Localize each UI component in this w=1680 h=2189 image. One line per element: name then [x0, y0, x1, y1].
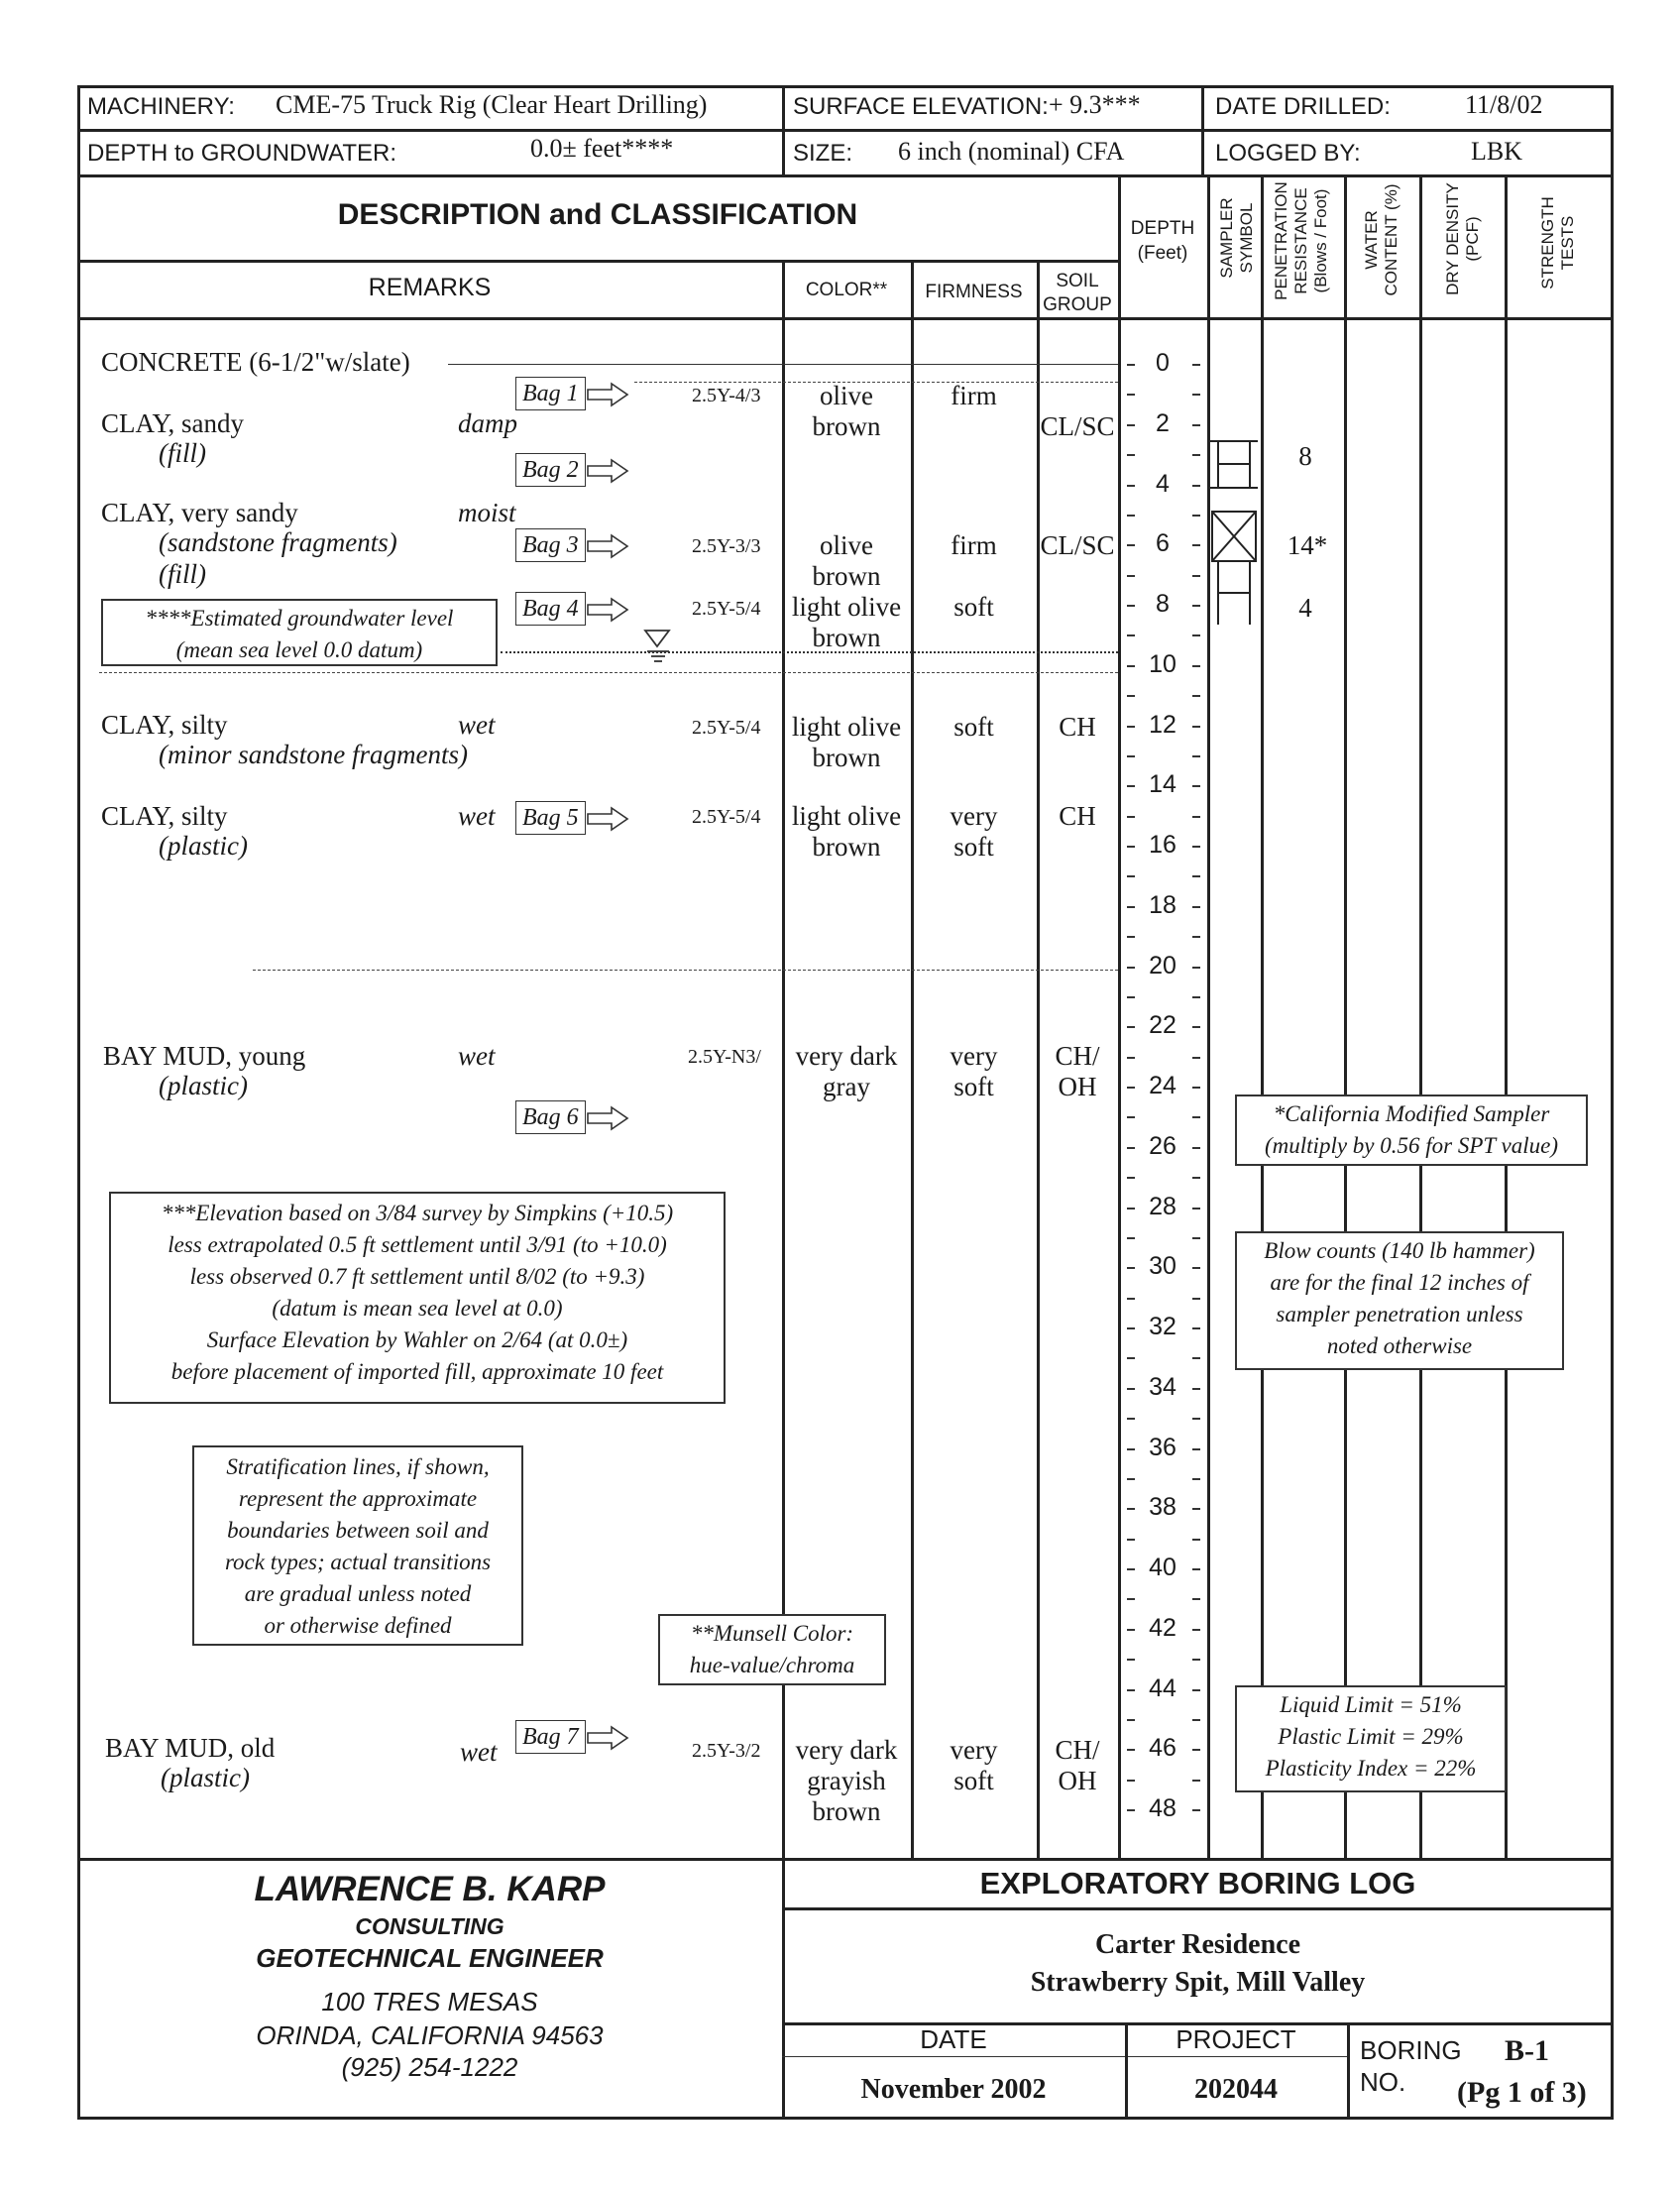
layer-5-firmness: very soft	[950, 1041, 998, 1101]
layer-6-munsell: 2.5Y-3/2	[692, 1740, 761, 1762]
depth-minor-tick	[1127, 1057, 1135, 1059]
depth-tick-mark	[1127, 1087, 1135, 1089]
depth-minor-tick	[1192, 515, 1200, 517]
depth-tick-label: 12	[1149, 710, 1176, 739]
layer-3-color: light olive brown	[791, 712, 902, 772]
bag-arrow-icon	[586, 456, 631, 486]
layer-3-firmness: soft	[953, 712, 994, 742]
depth-tick-label: 14	[1149, 770, 1176, 799]
layer-5-moisture: wet	[458, 1041, 496, 1071]
depth-minor-tick	[1192, 454, 1200, 456]
depth-tick-mark	[1192, 1327, 1200, 1329]
depth-tick-mark	[1192, 785, 1200, 787]
depth-tick-label: 18	[1149, 890, 1176, 919]
depth-tick-mark	[1192, 605, 1200, 607]
bag-sample-tag	[515, 1100, 631, 1134]
layer-4-name: CLAY, silty	[101, 801, 228, 831]
bag-sample-tag	[515, 453, 631, 487]
depth-minor-tick	[1127, 1539, 1135, 1541]
depth-minor-tick	[1127, 816, 1135, 818]
note-line: represent the approximate	[238, 1486, 478, 1511]
water-content-header: WATER CONTENT (%)	[1362, 183, 1400, 296]
size-value: 6 inch (nominal) CFA	[898, 137, 1125, 166]
depth-minor-tick	[1127, 1478, 1135, 1480]
depth-tick-mark	[1127, 1508, 1135, 1510]
bag-sample-label: Bag 3	[515, 528, 586, 562]
depth-minor-tick	[1192, 875, 1200, 877]
layer-3-munsell: 2.5Y-5/4	[692, 717, 761, 739]
depth-tick-mark	[1127, 726, 1135, 728]
footer-project-div	[1347, 2022, 1350, 2120]
depth-minor-tick	[1127, 1298, 1135, 1300]
col-sampler-right	[1261, 174, 1264, 1858]
layer-concrete: CONCRETE (6-1/2"w/slate)	[101, 347, 410, 377]
header-vdiv-1	[782, 85, 785, 174]
blow-count-note	[1235, 1231, 1564, 1370]
date-drilled-label: DATE DRILLED:	[1215, 93, 1391, 120]
depth-minor-tick	[1127, 755, 1135, 757]
depth-minor-tick	[1127, 1418, 1135, 1420]
groundwater-label: DEPTH to GROUNDWATER:	[87, 140, 397, 167]
depth-tick-label: 6	[1156, 529, 1170, 558]
depth-tick-mark	[1127, 424, 1135, 426]
stratification-note	[192, 1445, 523, 1646]
depth-tick-mark	[1192, 906, 1200, 908]
depth-tick-label: 26	[1149, 1131, 1176, 1160]
depth-tick-label: 30	[1149, 1252, 1176, 1281]
depth-tick-label: 10	[1149, 649, 1176, 678]
depth-tick-mark	[1127, 364, 1135, 366]
depth-tick-label: 34	[1149, 1372, 1176, 1401]
note-line: (datum is mean sea level at 0.0)	[272, 1296, 563, 1321]
depth-minor-tick	[1192, 1780, 1200, 1782]
remarks-header: REMARKS	[368, 274, 492, 301]
bag-arrow-icon	[586, 380, 631, 409]
soil-group-header: SOIL GROUP	[1043, 271, 1112, 315]
layer-1-group: CL/SC	[1040, 411, 1115, 441]
depth-minor-tick	[1127, 1357, 1135, 1359]
depth-minor-tick	[1192, 634, 1200, 636]
depth-minor-tick	[1127, 575, 1135, 577]
layer-2-group: CL/SC	[1040, 530, 1115, 560]
log-title: EXPLORATORY BORING LOG	[979, 1866, 1416, 1901]
depth-tick-label: 20	[1149, 951, 1176, 979]
project-location: Strawberry Spit, Mill Valley	[1030, 1967, 1366, 1998]
depth-minor-tick	[1192, 1116, 1200, 1118]
layer-2-firmness-b: soft	[953, 592, 994, 622]
depth-minor-tick	[1127, 1719, 1135, 1721]
header-vdiv-2	[1201, 85, 1204, 174]
depth-minor-tick	[1192, 575, 1200, 577]
depth-tick-mark	[1192, 665, 1200, 667]
note-line: less observed 0.7 ft settlement until 8/02 (to +9.3)	[189, 1264, 645, 1289]
color-header: COLOR**	[805, 280, 888, 300]
surface-elevation-value: + 9.3***	[1049, 90, 1141, 119]
note-line: sampler penetration unless	[1276, 1302, 1523, 1326]
note-line: noted otherwise	[1326, 1333, 1473, 1358]
depth-tick-mark	[1192, 846, 1200, 848]
note-line: or otherwise defined	[264, 1613, 452, 1638]
note-line: are for the final 12 inches of	[1270, 1270, 1529, 1295]
depth-tick-mark	[1192, 1208, 1200, 1210]
layer-1-sub: (fill)	[159, 438, 206, 468]
depth-minor-tick	[1192, 1418, 1200, 1420]
depth-minor-tick	[1127, 936, 1135, 938]
depth-minor-tick	[1192, 1719, 1200, 1721]
layer-3-group: CH	[1059, 712, 1096, 742]
layer-3-name: CLAY, silty	[101, 710, 228, 740]
atterberg-limits-note	[1235, 1685, 1507, 1792]
depth-minor-tick	[1127, 695, 1135, 697]
firm-consulting: CONSULTING	[355, 1913, 504, 1939]
layer-1-munsell: 2.5Y-4/3	[692, 385, 761, 406]
depth-minor-tick	[1127, 1116, 1135, 1118]
depth-tick-mark	[1127, 1026, 1135, 1028]
strength-tests-header: STRENGTH TESTS	[1538, 196, 1577, 289]
project-value: 202044	[1194, 2074, 1278, 2105]
footer-top	[77, 1858, 1614, 1861]
date-value: November 2002	[860, 2074, 1047, 2105]
concrete-leader-line	[448, 364, 1118, 365]
depth-tick-mark	[1127, 1749, 1135, 1751]
note-line: Blow counts (140 lb hammer)	[1264, 1238, 1535, 1263]
layer-4-firmness: very soft	[950, 801, 998, 862]
depth-tick-mark	[1192, 1749, 1200, 1751]
penetration-header: PENETRATION RESISTANCE (Blows / Foot)	[1272, 181, 1330, 300]
layer-6-firmness: very soft	[950, 1735, 998, 1795]
project-name: Carter Residence	[1094, 1929, 1301, 1960]
firmness-header: FIRMNESS	[925, 282, 1023, 302]
depth-tick-mark	[1127, 1147, 1135, 1149]
firm-engineer: GEOTECHNICAL ENGINEER	[256, 1943, 604, 1973]
depth-tick-mark	[1192, 1147, 1200, 1149]
depth-tick-mark	[1127, 605, 1135, 607]
depth-tick-label: 0	[1156, 349, 1170, 377]
depth-tick-mark	[1192, 1508, 1200, 1510]
firm-phone: (925) 254-1222	[341, 2052, 518, 2082]
layer-2-color: olive brown	[812, 530, 881, 591]
bag-arrow-icon	[586, 595, 631, 625]
note-line: Liquid Limit = 51%	[1280, 1692, 1462, 1717]
bag-sample-tag	[515, 528, 631, 562]
layer-2-munsell-b: 2.5Y-5/4	[692, 598, 761, 620]
bag-sample-label: Bag 5	[515, 801, 586, 835]
bag-sample-tag	[515, 592, 631, 626]
depth-tick-mark	[1127, 785, 1135, 787]
bag-sample-label: Bag 7	[515, 1720, 586, 1754]
depth-minor-tick	[1127, 1780, 1135, 1782]
note-line: ***Elevation based on 3/84 survey by Simpkins (+10.5)	[161, 1201, 674, 1225]
depth-tick-mark	[1192, 1026, 1200, 1028]
depth-minor-tick	[1127, 1177, 1135, 1179]
note-line: boundaries between soil and	[227, 1518, 489, 1543]
bag-sample-tag	[515, 377, 631, 410]
layer-4-group: CH	[1059, 801, 1096, 831]
depth-tick-label: 4	[1156, 469, 1170, 498]
layer-2-firmness: firm	[951, 530, 997, 560]
depth-header: DEPTH (Feet)	[1130, 218, 1195, 264]
layer-1-moisture: damp	[458, 408, 517, 438]
depth-tick-mark	[1127, 1448, 1135, 1450]
layer-4-sub: (plastic)	[159, 831, 248, 861]
depth-minor-tick	[1192, 755, 1200, 757]
depth-minor-tick	[1192, 394, 1200, 396]
layer-6-sub: (plastic)	[161, 1763, 250, 1792]
depth-tick-mark	[1192, 364, 1200, 366]
depth-minor-tick	[1127, 1237, 1135, 1239]
bag-arrow-icon	[586, 804, 631, 834]
depth-tick-mark	[1127, 665, 1135, 667]
depth-tick-mark	[1127, 967, 1135, 969]
depth-tick-label: 36	[1149, 1433, 1176, 1461]
bag-sample-tag	[515, 801, 631, 835]
depth-minor-tick	[1192, 1539, 1200, 1541]
note-line: are gradual unless noted	[244, 1581, 472, 1606]
desc-title-divider	[77, 260, 1118, 263]
depth-tick-mark	[1192, 424, 1200, 426]
blow-count-2: 14*	[1287, 530, 1328, 560]
depth-tick-label: 24	[1149, 1072, 1176, 1099]
layer-5-sub: (plastic)	[159, 1071, 248, 1100]
depth-tick-mark	[1192, 1388, 1200, 1390]
size-label: SIZE:	[793, 140, 853, 167]
note-line: Stratification lines, if shown,	[226, 1454, 490, 1479]
layer-2-color-b: light olive brown	[791, 592, 902, 652]
depth-tick-mark	[1127, 1809, 1135, 1811]
depth-minor-tick	[1192, 695, 1200, 697]
logged-by-value: LBK	[1471, 137, 1522, 166]
machinery-label: MACHINERY:	[87, 93, 235, 120]
sampler-symbol-spt	[1210, 441, 1258, 488]
bag-arrow-icon	[586, 1103, 631, 1133]
california-sampler-note: *California Modified Sampler (multiply by 0.56 for SPT value)	[1235, 1094, 1588, 1166]
layer-1-firmness: firm	[951, 381, 997, 410]
footer-title-line	[782, 1907, 1614, 1910]
depth-minor-tick	[1127, 394, 1135, 396]
depth-tick-mark	[1192, 1448, 1200, 1450]
layer-1-color: olive brown	[812, 381, 881, 441]
depth-tick-mark	[1192, 1087, 1200, 1089]
groundwater-symbol-icon	[639, 629, 679, 668]
surface-elevation-label: SURFACE ELEVATION:	[793, 93, 1049, 120]
depth-tick-label: 42	[1149, 1613, 1176, 1642]
depth-tick-mark	[1127, 1208, 1135, 1210]
depth-tick-label: 40	[1149, 1554, 1176, 1581]
depth-tick-mark	[1127, 1689, 1135, 1691]
depth-tick-label: 22	[1149, 1011, 1176, 1040]
firm-address-2: ORINDA, CALIFORNIA 94563	[256, 2020, 604, 2050]
layer-2-sub: (sandstone fragments)	[159, 527, 397, 557]
depth-tick-label: 38	[1149, 1493, 1176, 1522]
depth-tick-mark	[1192, 1809, 1200, 1811]
layer-4-moisture: wet	[458, 801, 496, 831]
depth-minor-tick	[1192, 1057, 1200, 1059]
depth-tick-mark	[1192, 544, 1200, 546]
layer-2-name: CLAY, very sandy	[101, 498, 298, 527]
column-header-bottom	[77, 317, 1614, 320]
header-divider-2	[77, 174, 1614, 177]
depth-tick-mark	[1127, 485, 1135, 487]
depth-minor-tick	[1127, 875, 1135, 877]
depth-tick-mark	[1127, 544, 1135, 546]
depth-tick-mark	[1192, 485, 1200, 487]
description-title: DESCRIPTION and CLASSIFICATION	[337, 198, 858, 231]
layer-6-group: CH/ OH	[1055, 1735, 1100, 1795]
bag-arrow-icon	[586, 531, 631, 561]
depth-tick-label: 16	[1149, 831, 1176, 859]
depth-tick-mark	[1127, 1568, 1135, 1570]
depth-minor-tick	[1192, 1237, 1200, 1239]
bag-sample-label: Bag 6	[515, 1100, 586, 1134]
sampler-header: SAMPLER SYMBOL	[1217, 197, 1256, 279]
depth-minor-tick	[1192, 1598, 1200, 1600]
date-drilled-value: 11/8/02	[1465, 90, 1543, 119]
depth-tick-mark	[1192, 726, 1200, 728]
depth-tick-label: 8	[1156, 590, 1170, 618]
depth-tick-label: 48	[1149, 1794, 1176, 1822]
munsell-note: **Munsell Color: hue-value/chroma	[658, 1614, 886, 1685]
machinery-value: CME-75 Truck Rig (Clear Heart Drilling)	[276, 90, 708, 119]
depth-minor-tick	[1192, 1659, 1200, 1661]
layer-5-color: very dark gray	[795, 1041, 898, 1101]
note-line: Surface Elevation by Wahler on 2/64 (at 0.0±)	[206, 1327, 628, 1352]
layer-5-group: CH/ OH	[1055, 1041, 1100, 1101]
layer-2-munsell: 2.5Y-3/3	[692, 535, 761, 557]
bag-sample-tag	[515, 1720, 631, 1754]
sampler-symbols	[1208, 436, 1263, 634]
depth-minor-tick	[1127, 454, 1135, 456]
depth-tick-mark	[1127, 1327, 1135, 1329]
firm-name: LAWRENCE B. KARP	[254, 1870, 606, 1908]
blow-count-3: 4	[1298, 593, 1312, 623]
elevation-note	[109, 1192, 726, 1404]
layer-6-color: very dark grayish brown	[795, 1735, 898, 1826]
sampler-symbol-california	[1212, 512, 1256, 561]
page-number: (Pg 1 of 3)	[1457, 2076, 1587, 2109]
depth-tick-mark	[1192, 1267, 1200, 1269]
col-group-right	[1118, 174, 1121, 1858]
col-dry-right	[1505, 174, 1508, 1858]
depth-minor-tick	[1127, 996, 1135, 998]
blow-count-1: 8	[1298, 441, 1312, 471]
depth-tick-mark	[1192, 1629, 1200, 1631]
layer-3-sub: (minor sandstone fragments)	[159, 740, 468, 769]
depth-minor-tick	[1192, 996, 1200, 998]
header-divider-1	[77, 129, 1614, 132]
strat-line-3	[253, 970, 1118, 971]
depth-tick-label: 46	[1149, 1734, 1176, 1763]
layer-4-munsell: 2.5Y-5/4	[692, 806, 761, 828]
note-line: Plasticity Index = 22%	[1265, 1756, 1477, 1781]
note-line: Plastic Limit = 29%	[1278, 1724, 1464, 1749]
layer-3-moisture: wet	[458, 710, 496, 740]
layer-2-sub2: (fill)	[159, 559, 206, 589]
depth-minor-tick	[1192, 1177, 1200, 1179]
depth-tick-label: 32	[1149, 1313, 1176, 1340]
depth-minor-tick	[1127, 1659, 1135, 1661]
depth-tick-mark	[1192, 1689, 1200, 1691]
depth-minor-tick	[1127, 1598, 1135, 1600]
depth-tick-label: 44	[1149, 1673, 1176, 1702]
col-depth-right	[1207, 174, 1210, 1858]
depth-tick-mark	[1192, 967, 1200, 969]
logged-by-label: LOGGED BY:	[1215, 140, 1361, 167]
firm-address-1: 100 TRES MESAS	[321, 1987, 538, 2016]
bag-sample-label: Bag 2	[515, 453, 586, 487]
layer-5-name: BAY MUD, young	[103, 1041, 306, 1071]
depth-minor-tick	[1192, 936, 1200, 938]
note-line: less extrapolated 0.5 ft settlement until 3/91 (to +10.0)	[168, 1232, 667, 1257]
depth-minor-tick	[1127, 634, 1135, 636]
layer-5-munsell: 2.5Y-N3/	[688, 1046, 761, 1068]
groundwater-value: 0.0± feet****	[530, 134, 674, 163]
note-line: before placement of imported fill, approximate 10 feet	[170, 1359, 664, 1384]
layer-1-name: CLAY, sandy	[101, 408, 245, 438]
depth-minor-tick	[1192, 1478, 1200, 1480]
layer-4-color: light olive brown	[791, 801, 902, 862]
depth-tick-mark	[1127, 1267, 1135, 1269]
layer-2-moisture: moist	[458, 498, 516, 527]
depth-minor-tick	[1127, 515, 1135, 517]
layer-6-moisture: wet	[460, 1737, 498, 1767]
boring-label: BORING NO.	[1360, 2035, 1462, 2097]
col-water-right	[1419, 174, 1422, 1858]
col-pen-right	[1344, 174, 1347, 1858]
bag-arrow-icon	[586, 1723, 631, 1753]
depth-minor-tick	[1192, 1357, 1200, 1359]
depth-minor-tick	[1192, 816, 1200, 818]
depth-minor-tick	[1192, 1298, 1200, 1300]
date-label: DATE	[920, 2024, 987, 2054]
depth-tick-label: 2	[1156, 408, 1170, 437]
sampler-symbol-spt-2	[1218, 561, 1250, 625]
strat-line-2	[99, 672, 1118, 673]
depth-tick-mark	[1127, 846, 1135, 848]
project-label: PROJECT	[1176, 2024, 1296, 2054]
layer-6-name: BAY MUD, old	[105, 1733, 276, 1763]
depth-tick-mark	[1192, 1568, 1200, 1570]
dry-density-header: DRY DENSITY (PCF)	[1443, 182, 1482, 295]
depth-tick-mark	[1127, 906, 1135, 908]
depth-tick-label: 28	[1149, 1192, 1176, 1220]
bag-sample-label: Bag 4	[515, 592, 586, 626]
bag-sample-label: Bag 1	[515, 377, 586, 410]
boring-value: B-1	[1505, 2034, 1549, 2067]
groundwater-note: ****Estimated groundwater level (mean sea level 0.0 datum)	[101, 599, 498, 666]
depth-tick-mark	[1127, 1388, 1135, 1390]
depth-tick-mark	[1127, 1629, 1135, 1631]
footer-date-line	[782, 2056, 1347, 2057]
note-line: rock types; actual transitions	[224, 1550, 492, 1574]
